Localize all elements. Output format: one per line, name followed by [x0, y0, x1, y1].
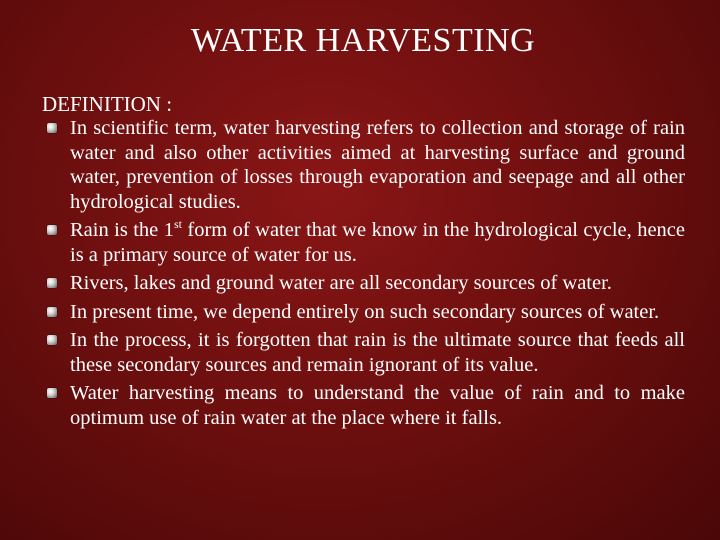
bullet-item [45, 328, 685, 377]
bullet-text-before: Rain is the 1 [70, 219, 174, 241]
bullet-item [45, 381, 685, 430]
bullet-text: In the process, it is forgotten that rain is the ultimate source that feeds all these secondary sources and remain ignorant of its value. [70, 329, 685, 376]
bullet-text: Water harvesting means to understand the value of rain and to make optimum use of rain water at the place where it falls. [70, 382, 685, 429]
bullet-item [45, 300, 685, 325]
bullet-item [45, 116, 685, 214]
bullet-list [45, 116, 685, 430]
bullet-text: In scientific term, water harvesting refers to collection and storage of rain water and also other activities aimed at harvesting surface and ground water, prevention of losses through evaporation and seepage and all other hydrological studies. [70, 117, 685, 213]
definition-heading: DEFINITION : [42, 92, 173, 116]
bullet-icon [47, 388, 57, 398]
bullet-icon [47, 278, 57, 288]
bullet-item [45, 271, 685, 296]
slide-title: WATER HARVESTING [190, 22, 536, 59]
slide-body [42, 92, 685, 434]
bullet-item [45, 218, 685, 267]
bullet-superscript: st [173, 217, 182, 232]
bullet-text-after: form of water that we know in the hydrological cycle, hence is a primary source of water for us. [70, 219, 685, 266]
bullet-text: In present time, we depend entirely on such secondary sources of water. [70, 300, 660, 323]
bullet-icon [47, 335, 57, 345]
bullet-icon [47, 123, 57, 133]
bullet-text: Rivers, lakes and ground water are all secondary sources of water. [70, 272, 612, 294]
bullet-icon [47, 307, 57, 317]
bullet-icon [47, 225, 57, 235]
